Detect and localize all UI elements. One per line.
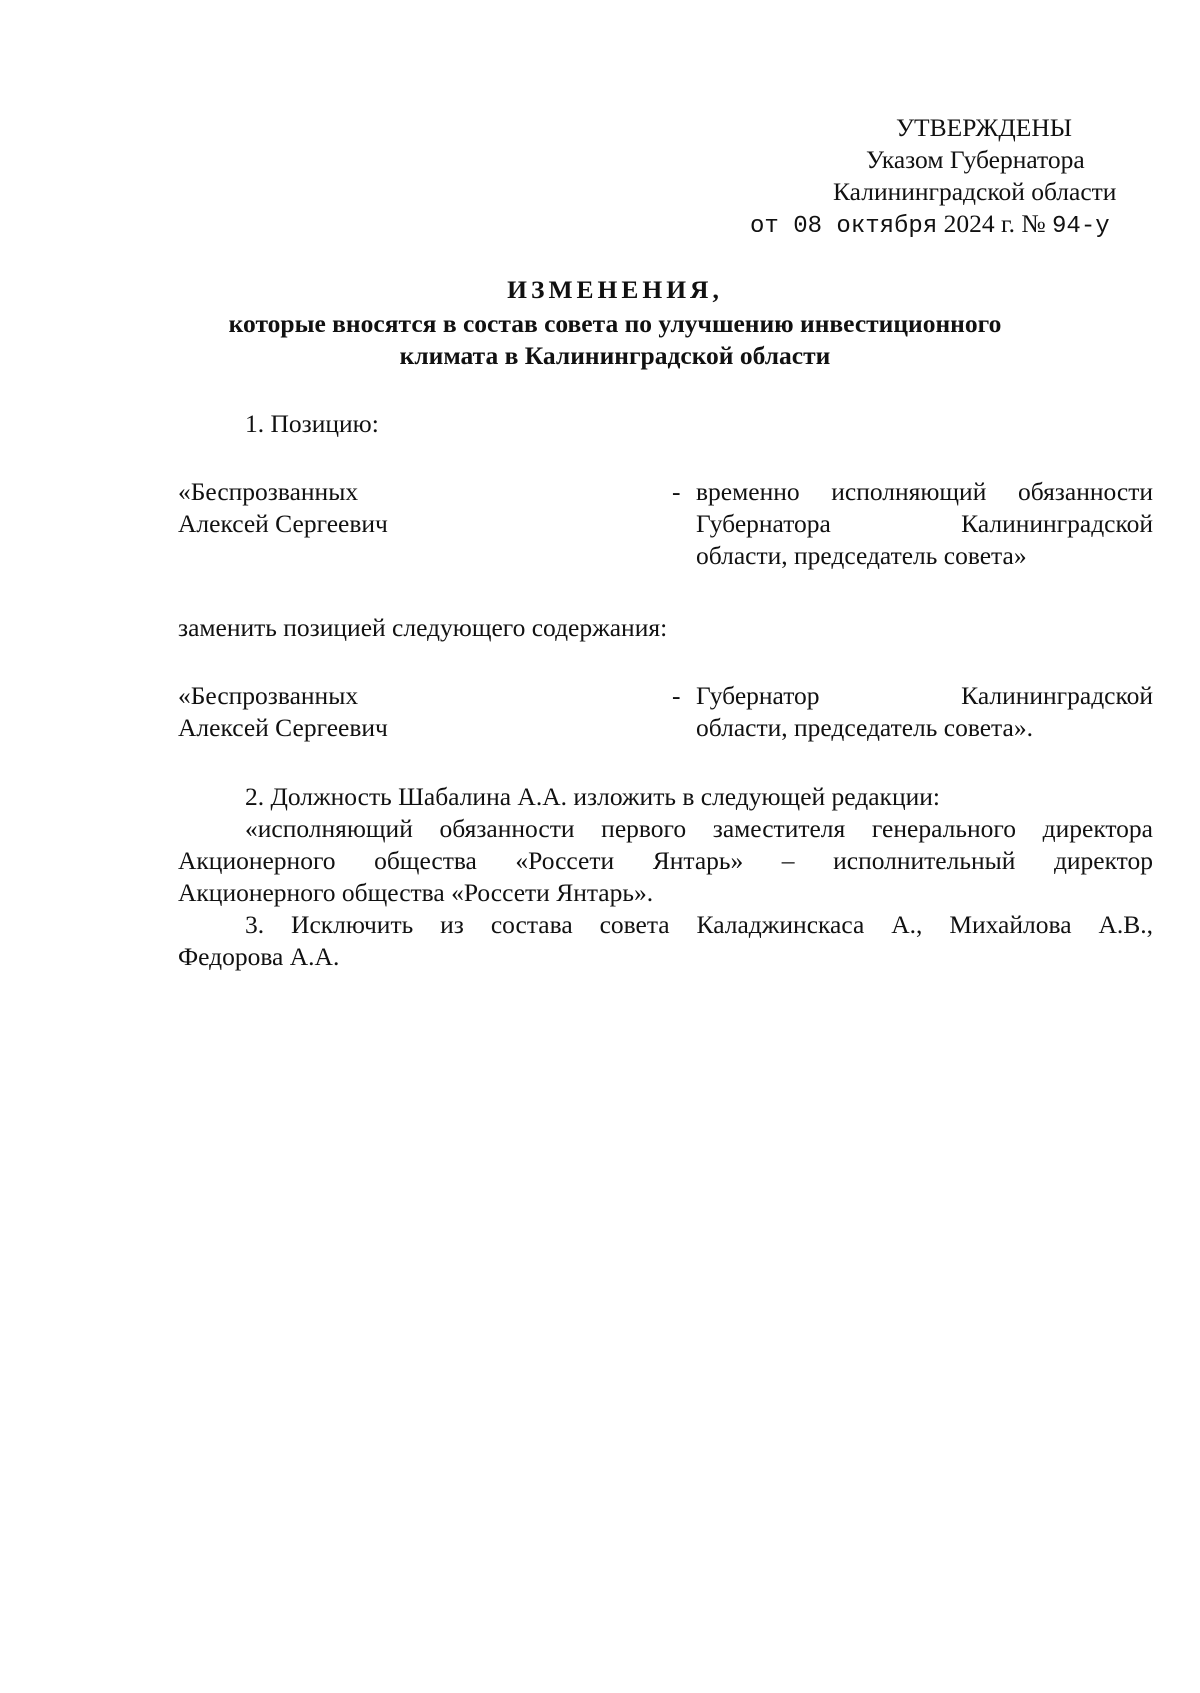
- old-position-role: [696, 476, 1153, 572]
- new-position-dash: -: [672, 681, 681, 710]
- approval-date: от 08 октября: [750, 213, 938, 240]
- old-name-line1: «Беспрозванных: [178, 477, 359, 506]
- new-name-line1: «Беспрозванных: [178, 681, 359, 710]
- item3-line1: 3. Исключить из состава совета Каладжинскаса А., Михайлова А.В.,: [245, 910, 1153, 939]
- approval-region: Калининградской области: [833, 177, 1117, 206]
- old-name-line2: Алексей Сергеевич: [178, 509, 388, 538]
- old-role-line2-a: Губернатора: [696, 509, 831, 538]
- new-role-line1-b: Калининградской: [961, 681, 1153, 710]
- old-position-name: [178, 476, 598, 540]
- title-main: ИЗМЕНЕНИЯ,: [507, 275, 723, 304]
- new-role-line1-a: Губернатор: [696, 681, 820, 710]
- item2-line1: 2. Должность Шабалина А.А. изложить в следующей редакции:: [245, 782, 940, 811]
- title-sub-line2: климата в Калининградской области: [399, 341, 831, 370]
- old-role-line2: [696, 508, 1153, 540]
- item3: [178, 909, 1153, 973]
- new-position-role: [696, 680, 1153, 744]
- old-role-line2-b: Калининградской: [961, 509, 1153, 538]
- item2-line2: «исполняющий обязанности первого заместителя генерального директора: [245, 814, 1153, 843]
- item2-line4: Акционерного общества «Россети Янтарь».: [178, 878, 654, 907]
- document-title: [180, 274, 1050, 372]
- approval-block: [750, 112, 1180, 240]
- new-name-line2: Алексей Сергеевич: [178, 713, 388, 742]
- item3-line2: Федорова А.А.: [178, 942, 340, 971]
- old-position: [178, 476, 1153, 572]
- new-position-name: [178, 680, 598, 744]
- item2: [178, 781, 1153, 909]
- item1-heading: 1. Позицию:: [245, 409, 379, 438]
- replace-text: заменить позицией следующего содержания:: [178, 613, 668, 642]
- approval-heading: УТВЕРЖДЕНЫ: [896, 113, 1072, 142]
- old-position-dash: -: [672, 477, 681, 506]
- item2-line3: Акционерного общества «Россети Янтарь» – исполнительный директор: [178, 846, 1153, 875]
- new-position: [178, 680, 1153, 744]
- new-role-line1: [696, 680, 1153, 712]
- approval-date-line: [750, 208, 1180, 240]
- new-role-line2: области, председатель совета».: [696, 713, 1033, 742]
- approval-number: 94-у: [1052, 213, 1110, 240]
- title-sub-line1: которые вносятся в состав совета по улучшению инвестиционного: [228, 309, 1002, 338]
- old-role-line1: временно исполняющий обязанности: [696, 477, 1153, 506]
- old-role-line3: области, председатель совета»: [696, 541, 1027, 570]
- approval-year: 2024 г. №: [943, 209, 1046, 238]
- approval-decree: Указом Губернатора: [866, 145, 1085, 174]
